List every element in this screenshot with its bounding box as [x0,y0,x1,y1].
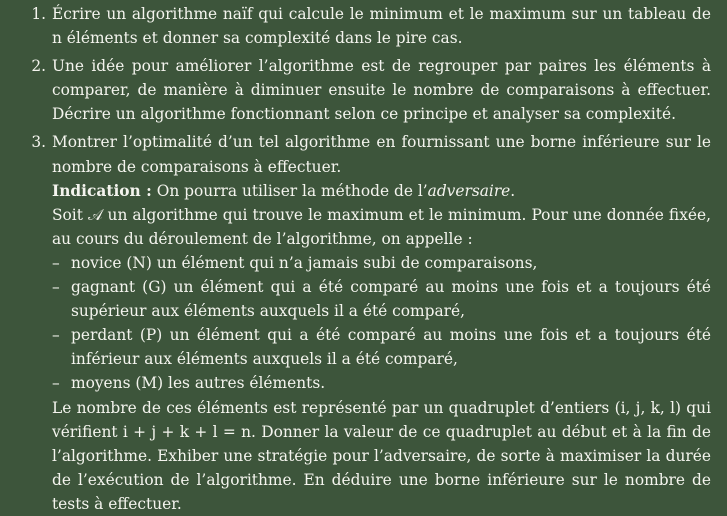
question-body [52,130,711,516]
question-1 [0,2,711,50]
conclusion-paragraph: Le nombre de ces éléments est représenté par un quadruplet d’entiers (i, j, k, l) qui vérifient i + j + k + l = n. Donner la valeur de ce quadruplet au début et à la fin de l’algorithme. Exhiber une stratégie pour l’adversaire, de sorte à maximiser la durée de l’exécution de l’algorithme. En déduire une borne inférieure sur le nombre de tests à effectuer. [52,398,711,513]
hint-text: On pourra utiliser la méthode de l’ [156,181,428,200]
question-number: 3. [31,133,46,152]
question-text: Montrer l’optimalité d’un tel algorithme en fournissant une borne inférieure sur le nombre de comparaisons à effectuer. [52,133,711,176]
intro-paragraph: Soit 𝒜 un algorithme qui trouve le maximum et le minimum. Pour une donnée fixée, au cours du déroulement de l’algorithme, on appelle : [52,205,711,248]
list-item [52,251,711,275]
list-item [52,323,711,371]
question-2 [0,54,711,126]
dash-bullet: – [52,374,60,393]
question-text: Écrire un algorithme naïf qui calcule le minimum et le maximum sur un tableau de n éléments et donner sa complexité dans le pire cas. [52,5,711,48]
dash-bullet: – [52,278,60,297]
definition-list [52,251,711,396]
list-item [52,371,711,395]
question-number: 1. [31,5,46,23]
hint-end: . [510,181,516,200]
question-text: Une idée pour améliorer l’algorithme est de regrouper par paires les éléments à comparer, de manière à diminuer ensuite le nombre de comparaisons à effectuer. Décrire un algorithme fonctionnant selon ce principe et analyser sa complexité. [52,57,711,124]
list-item [52,275,711,323]
dash-bullet: – [52,253,60,272]
hint [52,179,711,203]
question-3 [0,130,711,516]
hint-label: Indication : [52,181,152,200]
dash-bullet: – [52,326,60,345]
question-number: 2. [31,57,46,76]
definition-text: gagnant (G) un élément qui a été comparé au moins une fois et a toujours été supérieur aux éléments auxquels il a été comparé, [71,278,711,321]
definition-text: perdant (P) un élément qui a été comparé au moins une fois et a toujours été inférieur aux éléments auxquels il a été comparé, [71,326,711,369]
definition-text: moyens (M) les autres éléments. [71,374,326,393]
hint-emphasis: adversaire [427,181,511,200]
definition-text: novice (N) un élément qui n’a jamais subi de comparaisons, [71,253,538,272]
